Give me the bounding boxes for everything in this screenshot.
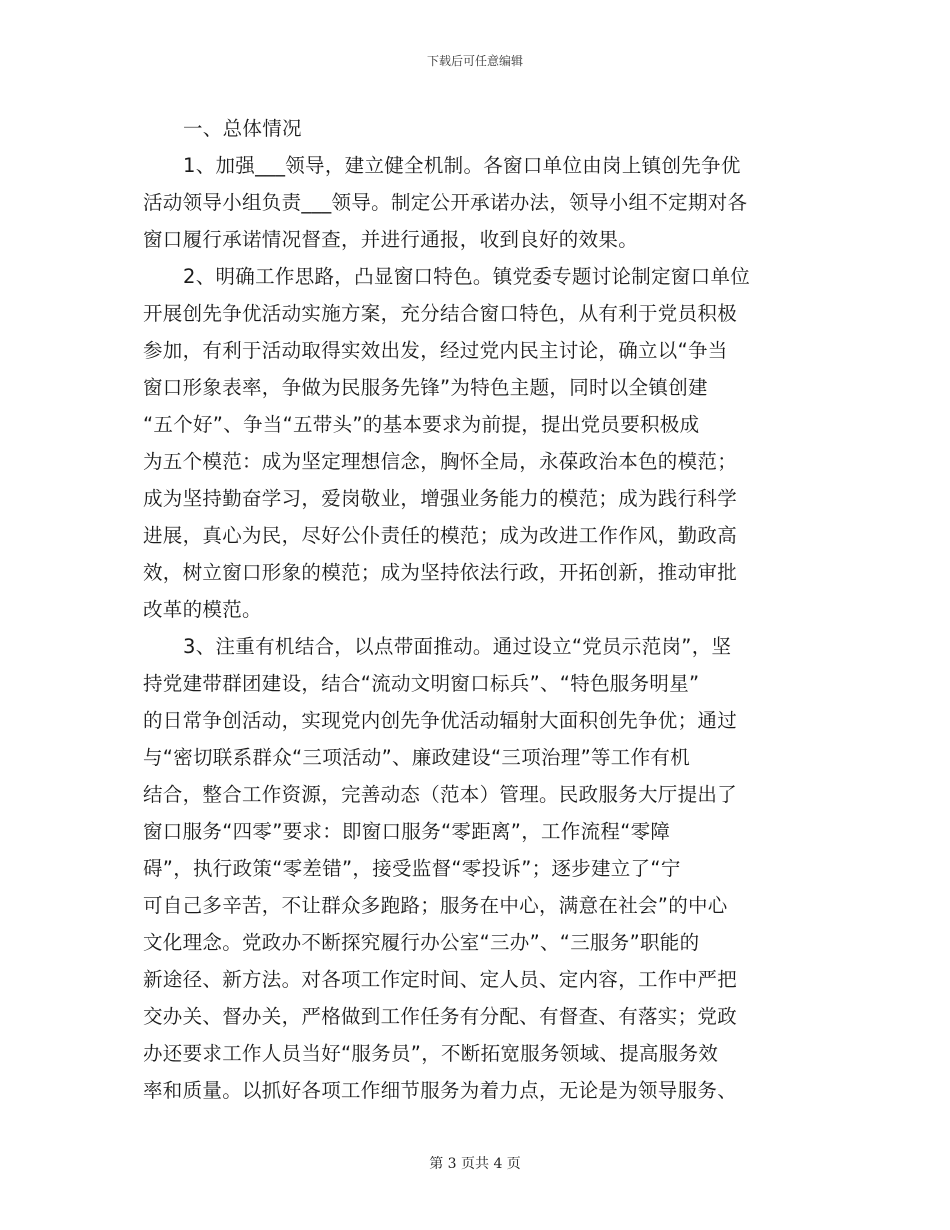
text-line: 参加，有利于活动取得实效出发，经过党内民主讨论，确立以“争当 [143,339,728,362]
text-line: 新途径、新方法。对各项工作定时间、定人员、定内容，工作中严把 [143,968,738,991]
page-header: 下载后可任意编辑 [426,54,523,68]
text-line: 窗口形象表率，争做为民服务先锋”为特色主题，同时以全镇创建 [143,376,708,399]
text-line: 交办关、督办关，严格做到工作任务有分配、有督查、有落实；党政 [143,1005,738,1028]
text-line: 率和质量。以抓好各项工作细节服务为着力点，无论是为领导服务、 [143,1079,738,1102]
text-line: 改革的模范。 [143,598,262,621]
text-line: 1、加强___领导，建立健全机制。各窗口单位由岗上镇创先争优 [183,154,741,177]
text-line: 碍”，执行政策“零差错”，接受监督“零投诉”；逐步建立了“宁 [143,857,681,880]
text-line: 结合，整合工作资源，完善动态（范本）管理。民政服务大厅提出了 [143,783,738,806]
text-line: 与“密切联系群众“三项活动”、廉政建设“三项治理”等工作有机 [143,746,691,769]
text-line: 办还要求工作人员当好“服务员”，不断拓宽服务领域、提高服务效 [143,1042,719,1065]
text-line: 的日常争创活动，实现党内创先争优活动辐射大面积创先争优；通过 [143,709,738,732]
text-line: 可自己多辛苦，不让群众多跑路；服务在中心，满意在社会”的中心 [143,894,728,917]
text-line: 窗口履行承诺情况督查，并进行通报，收到良好的效果。 [143,228,639,251]
text-line: 进展，真心为民，尽好公仆责任的模范；成为改进工作作风，勤政高 [143,524,738,547]
page-footer: 第 3 页共 4 页 [429,1156,521,1172]
text-line: 持党建带群团建设，结合“流动文明窗口标兵”、“特色服务明星” [143,672,700,695]
text-line: 文化理念。党政办不断探究履行办公室“三办”、“三服务”职能的 [143,931,700,954]
text-line: 窗口服务“四零”要求：即窗口服务“零距离”，工作流程“零障 [143,820,671,843]
document-body [143,110,808,1109]
text-line: 一、总体情况 [183,117,302,140]
text-line: 成为坚持勤奋学习，爱岗敬业，增强业务能力的模范；成为践行科学 [143,487,738,510]
text-line: 3、注重有机结合，以点带面推动。通过设立“党员示范岗”，坚 [183,635,732,658]
text-line: 为五个模范：成为坚定理想信念，胸怀全局，永葆政治本色的模范； [143,450,738,473]
text-line: 活动领导小组负责___领导。制定公开承诺办法，领导小组不定期对各 [143,191,748,214]
text-line: 效，树立窗口形象的模范；成为坚持依法行政，开拓创新，推动审批 [143,561,738,584]
text-line: 开展创先争优活动实施方案，充分结合窗口特色，从有利于党员积极 [143,302,738,325]
text-line: “五个好”、争当“五带头”的基本要求为前提，提出党员要积极成 [143,413,700,436]
text-line: 2、明确工作思路，凸显窗口特色。镇党委专题讨论制定窗口单位 [183,265,751,288]
